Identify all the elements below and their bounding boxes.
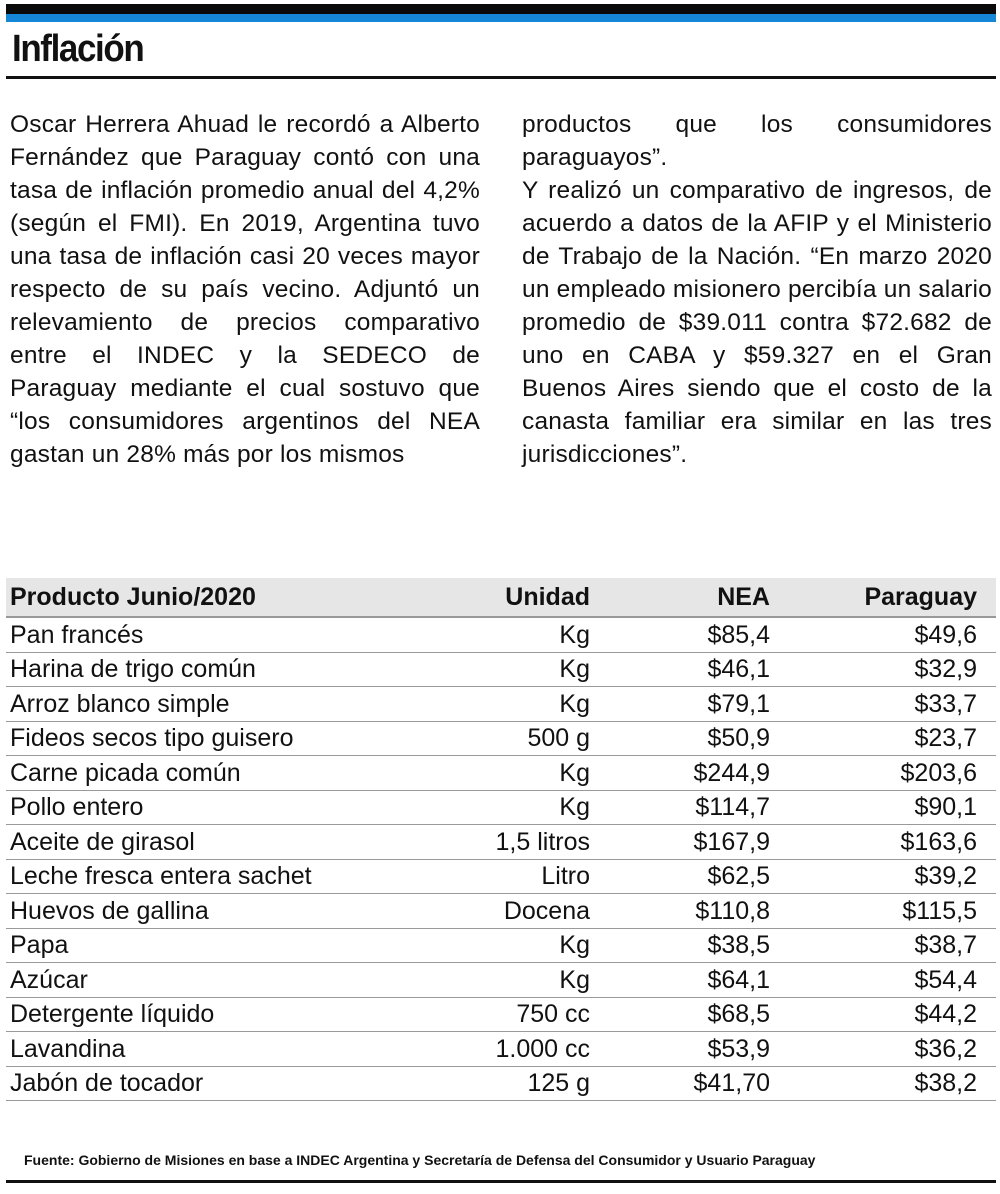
cell-unit: 1.000 cc bbox=[495, 1034, 590, 1063]
top-black-bar bbox=[6, 4, 996, 14]
cell-nea: $244,9 bbox=[693, 758, 770, 787]
table-row bbox=[6, 618, 996, 653]
cell-paraguay: $38,7 bbox=[914, 931, 977, 959]
cell-product: Papa bbox=[10, 931, 69, 959]
article-paragraph: Y realizó un comparativo de ingresos, de acuerdo a datos de la AFIP y el Ministerio de Trabajo de la Nación. “En marzo 2020 un empleado misionero percibía un salario promedio de $39.011 contra $72.682 de uno en CABA y $59.327 en el Gran Buenos Aires siendo que el costo de la canasta familiar era similar en las tres jurisdicciones”. bbox=[522, 177, 992, 468]
article-paragraph: productos que los consumidores paraguayos”. bbox=[522, 111, 992, 171]
cell-product: Arroz blanco simple bbox=[10, 689, 230, 718]
cell-nea: $85,4 bbox=[707, 620, 770, 649]
cell-unit: Kg bbox=[559, 620, 590, 649]
cell-nea: $50,9 bbox=[707, 724, 770, 752]
cell-nea: $68,5 bbox=[707, 1000, 770, 1028]
cell-unit: Kg bbox=[559, 793, 590, 821]
table-row bbox=[6, 756, 996, 791]
cell-product: Pollo entero bbox=[10, 793, 144, 821]
cell-nea: $46,1 bbox=[707, 655, 770, 683]
cell-paraguay: $163,6 bbox=[900, 827, 977, 856]
cell-nea: $62,5 bbox=[707, 862, 770, 890]
cell-product: Huevos de gallina bbox=[10, 896, 209, 925]
cell-product: Harina de trigo común bbox=[10, 655, 256, 683]
cell-unit: Kg bbox=[559, 655, 590, 683]
cell-product: Leche fresca entera sachet bbox=[10, 862, 312, 890]
table-row bbox=[6, 687, 996, 722]
price-comparison-table bbox=[6, 578, 996, 1101]
cell-paraguay: $54,4 bbox=[914, 965, 977, 994]
cell-nea: $114,7 bbox=[695, 793, 770, 821]
bottom-divider bbox=[6, 1180, 996, 1183]
cell-unit: Kg bbox=[559, 965, 590, 994]
cell-paraguay: $44,2 bbox=[914, 1000, 977, 1028]
cell-product: Pan francés bbox=[10, 620, 144, 649]
article-column-right bbox=[522, 108, 992, 471]
cell-product: Detergente líquido bbox=[10, 1000, 215, 1028]
cell-paraguay: $32,9 bbox=[914, 655, 977, 683]
cell-paraguay: $90,1 bbox=[914, 793, 977, 821]
cell-nea: $53,9 bbox=[707, 1034, 770, 1063]
table-row bbox=[6, 722, 996, 757]
cell-paraguay: $115,5 bbox=[902, 896, 977, 925]
cell-nea: $79,1 bbox=[707, 689, 770, 718]
cell-unit: Docena bbox=[503, 896, 590, 925]
table-row bbox=[6, 825, 996, 860]
cell-nea: $41,70 bbox=[693, 1069, 770, 1097]
cell-unit: 750 cc bbox=[516, 1000, 590, 1028]
cell-paraguay: $23,7 bbox=[914, 724, 977, 752]
table-row bbox=[6, 894, 996, 929]
table-row bbox=[6, 963, 996, 998]
header-product: Producto Junio/2020 bbox=[10, 582, 256, 611]
article-column-left bbox=[10, 108, 480, 471]
cell-nea: $64,1 bbox=[707, 965, 770, 994]
table-row bbox=[6, 998, 996, 1033]
header-paraguay: Paraguay bbox=[864, 582, 977, 611]
cell-paraguay: $203,6 bbox=[900, 758, 977, 787]
table-row bbox=[6, 791, 996, 826]
cell-unit: Kg bbox=[559, 931, 590, 959]
title-divider bbox=[6, 76, 996, 79]
cell-unit: Kg bbox=[559, 758, 590, 787]
article-paragraph: Oscar Herrera Ahuad le recordó a Alberto Fernández que Paraguay contó con una tasa de inflación promedio anual del 4,2% (según el FMI). En 2019, Argentina tuvo una tasa de inflación casi 20 veces mayor respecto de su país vecino. Adjuntó un relevamiento de precios comparativo entre el INDEC y la SEDECO de Paraguay mediante el cual sostuvo que “los consumidores argentinos del NEA gastan un 28% más por los mismos bbox=[10, 111, 480, 468]
cell-unit: Kg bbox=[559, 689, 590, 718]
source-note: Fuente: Gobierno de Misiones en base a INDEC Argentina y Secretaría de Defensa del Consumidor y Usuario Paraguay bbox=[24, 1152, 816, 1168]
cell-paraguay: $36,2 bbox=[914, 1034, 977, 1063]
table-header-row bbox=[6, 578, 996, 618]
table-row bbox=[6, 1032, 996, 1067]
top-blue-bar bbox=[6, 14, 996, 22]
header-unit: Unidad bbox=[505, 582, 590, 611]
cell-paraguay: $38,2 bbox=[914, 1069, 977, 1097]
cell-paraguay: $39,2 bbox=[914, 862, 977, 890]
cell-nea: $110,8 bbox=[695, 896, 770, 925]
table-row bbox=[6, 653, 996, 688]
table-row bbox=[6, 1067, 996, 1102]
cell-unit: 500 g bbox=[527, 724, 590, 752]
cell-unit: 125 g bbox=[527, 1069, 590, 1097]
cell-product: Aceite de girasol bbox=[10, 827, 195, 856]
cell-product: Carne picada común bbox=[10, 758, 241, 787]
cell-paraguay: $49,6 bbox=[914, 620, 977, 649]
page-title: Inflación bbox=[12, 28, 144, 70]
cell-product: Azúcar bbox=[10, 965, 88, 994]
cell-unit: Litro bbox=[541, 862, 590, 890]
cell-product: Lavandina bbox=[10, 1034, 126, 1063]
table-row bbox=[6, 860, 996, 895]
cell-product: Fideos secos tipo guisero bbox=[10, 724, 294, 752]
cell-nea: $167,9 bbox=[693, 827, 770, 856]
cell-paraguay: $33,7 bbox=[914, 689, 977, 718]
cell-nea: $38,5 bbox=[707, 931, 770, 959]
cell-product: Jabón de tocador bbox=[10, 1069, 204, 1097]
table-row bbox=[6, 929, 996, 964]
cell-unit: 1,5 litros bbox=[495, 827, 590, 856]
table-body bbox=[6, 618, 996, 1101]
header-nea: NEA bbox=[717, 582, 770, 611]
